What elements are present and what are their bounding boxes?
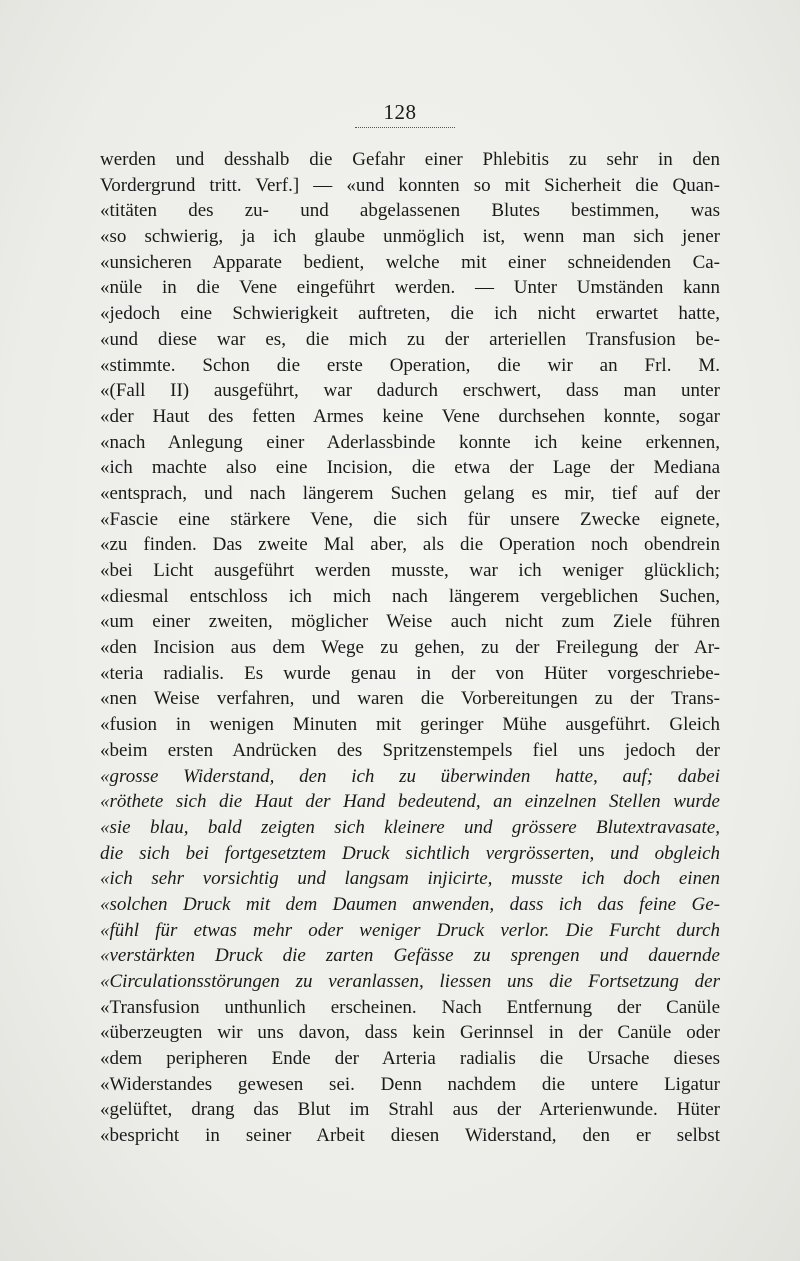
text-line: «um einer zweiten, möglicher Weise auch nicht zum Ziele führen	[100, 611, 720, 633]
text-line: «nüle in die Vene eingeführt werden. — Unter Umständen kann	[100, 277, 720, 299]
text-line: «nen Weise verfahren, und waren die Vorbereitungen zu der Trans-	[100, 688, 720, 710]
text-line: «unsicheren Apparate bedient, welche mit einer schneidenden Ca-	[100, 251, 720, 273]
text-line: «(Fall II) ausgeführt, war dadurch erschwert, dass man unter	[100, 380, 720, 402]
text-line: «fühl für etwas mehr oder weniger Druck verlor. Die Furcht durch	[100, 919, 720, 941]
text-line: «solchen Druck mit dem Daumen anwenden, dass ich das feine Ge-	[100, 893, 720, 915]
text-line: «den Incision aus dem Wege zu gehen, zu der Freilegung der Ar-	[100, 637, 720, 659]
text-line: «ich sehr vorsichtig und langsam injicirte, musste ich doch einen	[100, 868, 720, 890]
text-line: «sie blau, bald zeigten sich kleinere und grössere Blutextravasate,	[100, 816, 720, 838]
text-line: «stimmte. Schon die erste Operation, die wir an Frl. M.	[100, 354, 720, 376]
text-line: «Circulationsstörungen zu veranlassen, liessen uns die Fortsetzung der	[100, 971, 720, 992]
text-line: «ich machte also eine Incision, die etwa der Lage der Mediana	[100, 457, 720, 479]
text-line: «beim ersten Andrücken des Spritzenstempels fiel uns jedoch der	[100, 739, 720, 761]
body-text	[100, 147, 720, 1149]
text-line: «und diese war es, die mich zu der arteriellen Transfusion be-	[100, 328, 720, 350]
text-line: «überzeugten wir uns davon, dass kein Gerinnsel in der Canüle oder	[100, 1022, 720, 1044]
text-line: die sich bei fortgesetztem Druck sichtlich vergrösserten, und obgleich	[100, 842, 720, 864]
text-line: «titäten des zu- und abgelassenen Blutes bestimmen, was	[100, 200, 720, 222]
page-number: 128	[383, 100, 417, 124]
text-line: Vordergrund tritt. Verf.] — «und konnten so mit Sicherheit die Quan-	[100, 174, 720, 196]
text-line: «dem peripheren Ende der Arteria radialis die Ursache dieses	[100, 1048, 720, 1070]
text-line: «fusion in wenigen Minuten mit geringer Mühe ausgeführt. Gleich	[100, 714, 720, 736]
text-line: werden und desshalb die Gefahr einer Phlebitis zu sehr in den	[100, 149, 720, 170]
text-line: «gelüftet, drang das Blut im Strahl aus der Arterienwunde. Hüter	[100, 1099, 720, 1121]
text-line: «grosse Widerstand, den ich zu überwinden hatte, auf; dabei	[100, 765, 720, 787]
text-line: «nach Anlegung einer Aderlassbinde konnte ich keine erkennen,	[100, 431, 720, 453]
text-line: «röthete sich die Haut der Hand bedeutend, an einzelnen Stellen wurde	[100, 791, 720, 813]
page-number-rule	[355, 127, 455, 128]
text-line: «so schwierig, ja ich glaube unmöglich ist, wenn man sich jener	[100, 226, 720, 248]
text-line: «entsprach, und nach längerem Suchen gelang es mir, tief auf der	[100, 482, 720, 504]
text-line: «der Haut des fetten Armes keine Vene durchsehen konnte, sogar	[100, 405, 720, 427]
text-line: «bei Licht ausgeführt werden musste, war ich weniger glücklich;	[100, 560, 720, 581]
text-line: «zu finden. Das zweite Mal aber, als die Operation noch obendrein	[100, 534, 720, 556]
text-line: «Widerstandes gewesen sei. Denn nachdem die untere Ligatur	[100, 1073, 720, 1095]
text-line: «bespricht in seiner Arbeit diesen Widerstand, den er selbst	[100, 1125, 720, 1147]
text-line: «jedoch eine Schwierigkeit auftreten, die ich nicht erwartet hatte,	[100, 303, 720, 325]
text-line: «Transfusion unthunlich erscheinen. Nach Entfernung der Canüle	[100, 996, 720, 1018]
text-line: «Fascie eine stärkere Vene, die sich für unsere Zwecke eignete,	[100, 508, 720, 530]
text-line: «teria radialis. Es wurde genau in der von Hüter vorgeschriebe-	[100, 662, 720, 684]
text-line: «verstärkten Druck die zarten Gefässe zu sprengen und dauernde	[100, 945, 720, 967]
text-line: «diesmal entschloss ich mich nach längerem vergeblichen Suchen,	[100, 585, 720, 607]
